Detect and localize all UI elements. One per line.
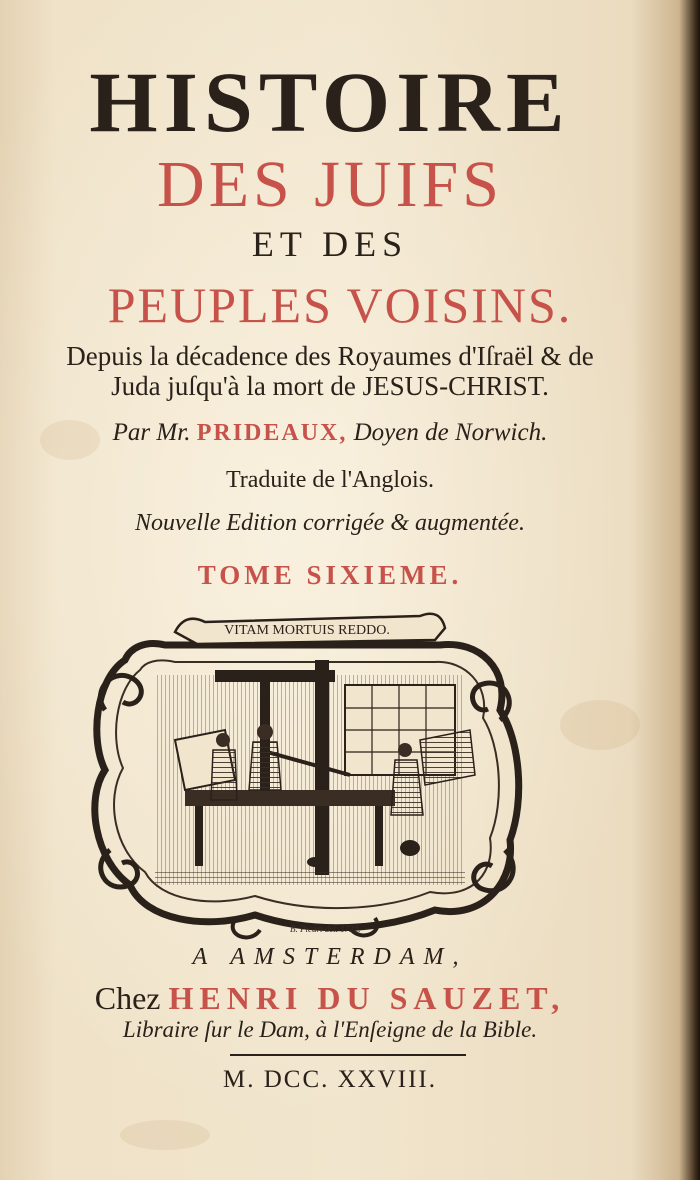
imprint-place: A AMSTERDAM,: [192, 944, 468, 970]
vignette-motto: VITAM MORTUIS REDDO.: [224, 623, 390, 638]
title-line-des-juifs: DES JUIFS: [157, 148, 503, 221]
imprint-publisher-line: [20, 978, 640, 1018]
title-line-histoire: HISTOIRE: [89, 54, 571, 150]
author-name: PRIDEAUX,: [196, 420, 348, 446]
imprint-rule: [230, 1054, 466, 1056]
imprint-date: M. DCC. XXVIII.: [222, 1066, 438, 1093]
printing-press-vignette: [85, 600, 525, 940]
imprint-prefix: Chez: [94, 980, 161, 1016]
foxing-stain: [560, 700, 640, 750]
subtitle-line-1: Depuis la décadence des Royaumes d'Iſraël & de: [66, 341, 594, 371]
translation-note: Traduite de l'Anglois.: [225, 467, 435, 493]
author-suffix: Doyen de Norwich.: [353, 419, 548, 446]
imprint-address: Libraire ſur le Dam, à l'Enſeigne de la Bible.: [122, 1017, 538, 1042]
subtitle-line-2: Juda juſqu'à la mort de JESUS-CHRIST.: [111, 371, 549, 401]
author-line: [60, 417, 600, 449]
imprint-publisher: HENRI DU SAUZET,: [168, 980, 566, 1016]
volume-label: TOME SIXIEME.: [197, 560, 463, 590]
engraver-credit: B. Picart del. 1722.: [290, 924, 361, 934]
title-line-et-des: ET DES: [251, 224, 409, 264]
foxing-stain: [120, 1120, 210, 1150]
title-line-peuples-voisins: PEUPLES VOISINS.: [107, 277, 573, 333]
edition-note: Nouvelle Edition corrigée & augmentée.: [135, 510, 525, 536]
author-prefix: Par Mr.: [112, 419, 191, 446]
